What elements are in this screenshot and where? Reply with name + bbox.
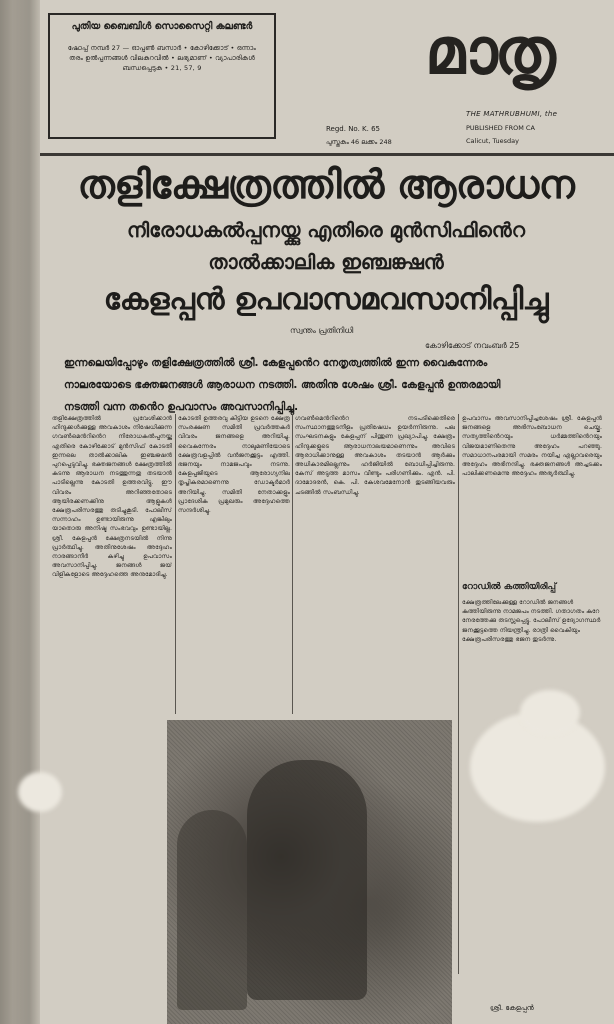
photo-figure [177,810,247,1010]
notice-box [48,13,276,139]
article-column-4: ഉപവാസം അവസാനിപ്പിച്ചശേഷം ശ്രീ. കേളപ്പൻ ജനങ്ങളെ അഭിസംബോധന ചെയ്തു. സത്യത്തിൻെറയും ധർമ്മത്തിൻെറയും വിജയമാണിതെന്നു അദ്ദേഹം പറഞ്ഞു. സമാധാനപരമായി സമരം നയിച്ച എല്ലാവരെയും അദ്ദേഹം അഭിനന്ദിച്ചു. ഭക്തജനങ്ങൾ അച്ചടക്കം പാലിക്കണമെന്നു അദ്ദേഹം അഭ്യർത്ഥിച്ചു. [462,415,602,478]
masthead-subtitle: THE MATHRUBHUMI, the [466,110,558,118]
subheadline-1: നിരോധകൽപ്പനയ്ക്കു എതിരെ മുൻസിഫിൻെറ [127,218,525,242]
subheadline-2: താൽക്കാലിക ഇഞ്ചങ്ക്ഷൻ [208,250,444,274]
main-headline: തളിക്ഷേത്രത്തിൽ ആരാധന [77,163,575,208]
notice-title: പുതിയ ബൈബിൾ സൊസൈറ്റി കലണ്ടർ [71,21,253,32]
paper-stain [520,690,580,735]
lead-paragraph [64,352,600,418]
column-divider [175,414,176,714]
book-binding-edge [0,0,42,1024]
byline: സ്വന്തം പ്രതിനിധി [290,326,354,335]
article-column-4-continued: ക്ഷേത്രത്തിലേക്കുള്ള റോഡിൽ ജനങ്ങൾ കുത്തിയിരുന്നു നാമജപം നടത്തി. ഗതാഗതം കുറേ നേരത്തേക്കു തടസ്സപ്പെട്ടു. പോലീസ് ഉദ്യോഗസ്ഥർ ജനക്കൂട്ടത്തെ നിയന്ത്രിച്ചു. രാത്രി വൈകിയും ക്ഷേത്രപരിസരത്തു ഭജന തുടർന്നു. [462,599,601,643]
article-column-3: ഗവൺമെൻറിൻെറ നടപടിക്കെതിരെ സംസ്ഥാനത്തുടനീളം പ്രതിഷേധം ഉയർന്നിരുന്നു. പല സംഘടനകളും കേളപ്പന് പിന്തുണ പ്രഖ്യാപിച്ചു. ക്ഷേത്രം ഹിന്ദുക്കളുടെ ആരാധനാലയമാണെന്നും അവിടെ ആരാധിക്കാനുള്ള അവകാശം തടയാൻ ആർക്കും അധികാരമില്ലെന്നും ഹർജിയിൽ ബോധിപ്പിച്ചിരുന്നു. കേസ് അടുത്ത മാസം വീണ്ടും പരിഗണിക്കും. എൻ. പി. ദാമോദരൻ, കെ. പി. കേശവമേനോൻ തുടങ്ങിയവരും ചടങ്ങിൽ സംബന്ധിച്ചു. [295,415,455,496]
subheadline-3: കേളപ്പൻ ഉപവാസമവസാനിപ്പിച്ചു [103,282,549,317]
registration-number: Regd. No. K. 65 [326,125,380,133]
lead-line-3: നടത്തി വന്ന തൻെറ ഉപവാസം അവസാനിപ്പിച്ചു. [64,401,299,413]
news-photo [167,720,452,1024]
masthead-date: Calicut, Tuesday [466,137,519,145]
signoff: ശ്രീ. കേളപ്പൻ [490,1004,534,1012]
photo-figure [247,760,367,1000]
dateline: കോഴിക്കോട് നവംബർ 25 [425,341,520,350]
masthead-title: മാതൃ [425,14,553,89]
masthead-published: PUBLISHED FROM CA [466,124,535,132]
notice-body: ഷോപ്പ് നമ്പർ 27 — ഓപ്പൺ ബസാർ • കോഴിക്കോട് • ഒന്നാം തരം ഉൽപ്പന്നങ്ങൾ വിലകുറവിൽ • ലഭ്യമാണ് • വ്യാപാരികൾ ബന്ധപ്പെടുക • 21, 57, 9 [67,44,257,72]
column-divider [458,414,459,974]
lead-line-1: ഇന്നലെയിപ്പോഴും തളിക്ഷേത്രത്തിൽ ശ്രീ. കേളപ്പൻെറ നേതൃത്വത്തിൽ ഇന്ന വൈകുന്നേരം [64,357,488,369]
paper-stain [18,772,62,812]
masthead-rule [40,153,614,156]
lead-line-2: നാലരയോടെ ഭക്തജനങ്ങൾ ആരാധന നടത്തി. അതിനു ശേഷം ശ്രീ. കേളപ്പൻ ഉന്തരമായി [64,379,501,391]
column-subheading: റോഡിൽ കത്തിയിരിപ്പ് [462,582,557,592]
article-column-2: കോടതി ഉത്തരവു കിട്ടിയ ഉടനെ ക്ഷേത്ര സംരക്ഷണ സമിതി പ്രവർത്തകർ വിവരം ജനങ്ങളെ അറിയിച്ചു. വൈകുന്നേരം നാലുമണിയോടെ ക്ഷേത്രവളപ്പിൽ വൻജനക്കൂട്ടം എത്തി. ഭജനയും നാമജപവും നടന്നു. കേളപ്പജിയുടെ ആരോഗ്യനില തൃപ്തികരമാണെന്നു ഡോക്ടർമാർ അറിയിച്ചു. സമിതി നേതാക്കളും പ്രാദേശിക പ്രമുഖരും അദ്ദേഹത്തെ സന്ദർശിച്ചു. [178,415,290,515]
article-column-1: തളിക്ഷേത്രത്തിൽ പ്രവേശിക്കാൻ ഹിന്ദുക്കൾക്കുള്ള അവകാശം നിഷേധിക്കുന്ന ഗവൺമെൻറിൻെറ നിരോധകൽപ്പനയ്ക്കു എതിരെ കോഴിക്കോട് മുൻസിഫ് കോടതി ഇന്നലെ താൽക്കാലിക ഇഞ്ചങ്ക്ഷൻ പുറപ്പെടുവിച്ചു. ഭക്തജനങ്ങൾ ക്ഷേത്രത്തിൽ കടന്നു ആരാധന നടത്തുന്നതു തടയാൻ പാടില്ലെന്നു കോടതി ഉത്തരവിട്ടു. ഈ വിവരം അറിഞ്ഞതോടെ ആയിരക്കണക്കിനു ആളുകൾ ക്ഷേത്രപരിസരത്തു തടിച്ചുകൂടി. പോലീസ് സന്നാഹം ഉണ്ടായിരുന്നു എങ്കിലും യാതൊരു അനിഷ്ട സംഭവവും ഉണ്ടായില്ല. ശ്രീ. കേളപ്പൻ ക്ഷേത്രനടയിൽ നിന്നു പ്രാർത്ഥിച്ചു. അതിനുശേഷം അദ്ദേഹം നാരങ്ങാനീർ കഴിച്ചു ഉപവാസം അവസാനിപ്പിച്ചു. ജനങ്ങൾ ജയ് വിളികളോടെ അദ്ദേഹത്തെ അനുമോദിച്ചു. [52,415,172,579]
column-divider [292,414,293,714]
volume-number: പുസ്തകം 46 ലക്കം 248 [326,138,392,146]
